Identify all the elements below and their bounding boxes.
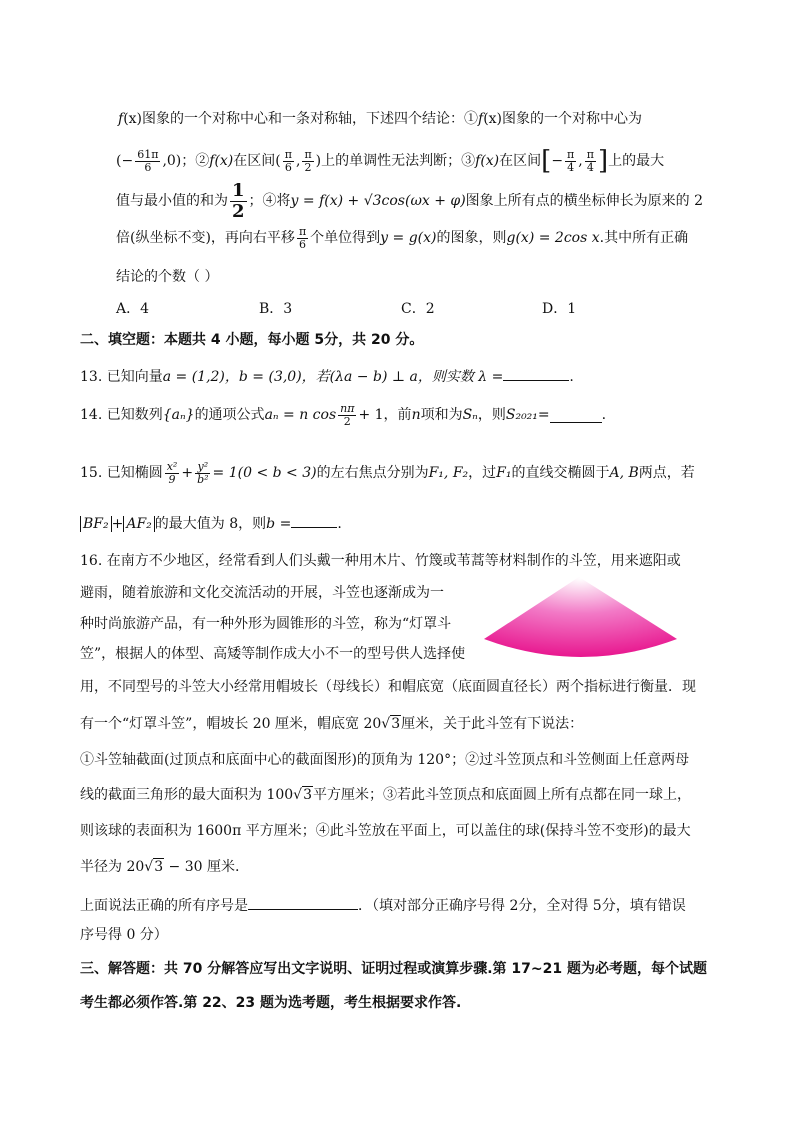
- q12-text: 在区间(: [233, 153, 281, 169]
- q12-line-3: [116, 179, 704, 222]
- q14-text: 的通项公式: [194, 407, 265, 423]
- q16-text: 厘米，关于此斗笠有下说法：: [401, 716, 584, 732]
- fraction-numerator: nπ: [340, 401, 355, 415]
- section-3-text: 考生都必须作答.第 22、23 题为选考题，考生根据要求作答.: [80, 995, 462, 1011]
- fraction-denominator: 4: [567, 160, 575, 174]
- q15-text: ，过: [468, 465, 497, 481]
- q12-text: f(x): [209, 153, 234, 169]
- q16-line-10: [80, 857, 239, 877]
- q16-text: 笠”，根据人的体型、高矮等制作成大小不一的型号供人选择使: [80, 646, 466, 662]
- q14-text: Sₙ: [462, 407, 478, 423]
- q16-line-5: [80, 677, 696, 697]
- fraction-numerator: π: [284, 147, 292, 161]
- q12-equation: g(x) = 2cos x: [506, 230, 600, 246]
- fraction-numerator: 61π: [137, 147, 159, 161]
- fraction-denominator: 6: [299, 237, 307, 251]
- q13-expr: λa − b: [335, 369, 382, 385]
- q12-text: f: [478, 111, 484, 127]
- abs-af2: AF₂: [123, 516, 154, 532]
- sqrt-radicand: 3: [303, 787, 313, 803]
- q15-line-1: [80, 456, 695, 490]
- q12-text: ,: [295, 153, 301, 169]
- q16-line-2: [80, 583, 444, 603]
- q12-text: (−: [116, 153, 134, 169]
- q12-text: .其中所有正确: [599, 230, 689, 246]
- q16-text: 线的截面三角形的最大面积为 100: [80, 787, 294, 803]
- q12-equation: y = f(x) + √3cos(ωx + φ): [290, 193, 466, 209]
- fraction-denominator: 6: [284, 160, 292, 174]
- abs-bf2: BF₂: [80, 516, 112, 532]
- q16-line-1: [80, 551, 681, 571]
- answer-blank-13[interactable]: [503, 366, 569, 381]
- fraction: [565, 149, 576, 174]
- fraction-numerator: π: [304, 147, 312, 161]
- fraction: [585, 149, 596, 174]
- q12-line-2: [116, 148, 664, 174]
- q14: [80, 400, 606, 430]
- section-2-text: 二、填空题：本题共 4 小题，每小题 5分，共 20 分。: [80, 332, 424, 348]
- q12-text: 图象的一个对称中心为: [502, 111, 643, 127]
- q16-line-4: [80, 644, 465, 664]
- q16-text: 有一个“灯罩斗笠”，帽坡长 20 厘米，帽底宽 20: [80, 716, 382, 732]
- q13-text: 13. 已知向量: [80, 369, 163, 385]
- q16-text: 平方厘米；③若此斗笠顶点和底面圆上所有点都在同一球上，: [313, 787, 692, 803]
- q14-text: S₂₀₂₁: [505, 407, 538, 423]
- fraction-one-half: [230, 181, 247, 222]
- left-bracket: [: [541, 146, 552, 176]
- fraction-denominator: 6: [144, 160, 152, 174]
- q12-text: ；④将: [248, 193, 291, 209]
- q14-text: =: [537, 407, 550, 423]
- q14-text: 项和为: [420, 407, 463, 423]
- option-a[interactable]: [116, 299, 149, 319]
- q16-line-8: [80, 785, 691, 805]
- q14-formula: aₙ = n cos: [264, 407, 337, 423]
- q12-line-1: [118, 109, 642, 129]
- q12-text: (x): [123, 111, 143, 127]
- q16-text: 序号得 0 分）: [80, 927, 168, 943]
- option-c[interactable]: [401, 299, 435, 319]
- fraction-denominator: 9: [168, 472, 176, 486]
- q13: [80, 366, 574, 387]
- q16-text: 避雨，随着旅游和文化交流活动的开展，斗笠也逐渐成为一: [80, 585, 444, 601]
- q13-text: ) ⊥ a，则实数 λ =: [381, 369, 504, 385]
- q15-equation: = 1(0 < b < 3): [212, 465, 317, 481]
- q12-line-5: [116, 267, 218, 287]
- option-b-label: B．3: [259, 301, 293, 317]
- sqrt: √3: [293, 787, 313, 803]
- q15-line-2: [80, 513, 342, 534]
- q15-text: 两点，若: [638, 465, 695, 481]
- answer-blank-15[interactable]: [291, 513, 337, 528]
- q16-text: 上面说法正确的所有序号是: [80, 898, 248, 914]
- q16-line-6: [80, 714, 583, 734]
- section-2-heading: [80, 330, 423, 350]
- q12-text: 值与最小值的和为: [116, 193, 228, 209]
- fraction-numerator: 1: [232, 179, 245, 201]
- fraction-denominator: 4: [586, 160, 594, 174]
- answer-blank-16[interactable]: [248, 895, 358, 910]
- q14-text: + 1，前: [358, 407, 412, 423]
- sqrt: √3: [381, 716, 401, 732]
- q12-line-4: [116, 224, 688, 252]
- q13-text: .: [569, 369, 574, 385]
- option-a-label: A．4: [116, 301, 150, 317]
- q15-text: A, B: [609, 465, 639, 481]
- section-3-line-2: [80, 993, 461, 1013]
- fraction-numerator: π: [586, 147, 594, 161]
- q12-text: 的图象，则: [436, 230, 507, 246]
- fraction-numerator: π: [567, 147, 575, 161]
- option-d-label: D．1: [542, 301, 577, 317]
- q16-text: 种时尚旅游产品，有一种外形为圆锥形的斗笠，称为“灯罩斗: [80, 616, 452, 632]
- q12-text: 图象的一个对称中心和一条对称轴，下述四个结论：①: [142, 111, 479, 127]
- q15-text: F₁: [496, 465, 512, 481]
- fraction-numerator: π: [298, 224, 307, 238]
- q14-text: 14. 已知数列: [80, 407, 163, 423]
- q14-text: .: [601, 407, 607, 423]
- q16-text: 半径为 20: [80, 859, 145, 875]
- fraction: [283, 149, 294, 174]
- q12-text: ,: [578, 153, 583, 169]
- conical-hat-figure: [481, 575, 681, 675]
- q14-text: n: [411, 407, 421, 423]
- q12-equation: y = g(x): [380, 230, 437, 246]
- fraction-denominator: 2: [232, 200, 245, 222]
- q16-line-7: [80, 750, 689, 770]
- q15-text: 的最大值为 8，则: [154, 516, 267, 532]
- q16-line-9: [80, 821, 691, 841]
- q16-line-3: [80, 614, 451, 634]
- fraction-denominator: 2: [304, 160, 312, 174]
- q15-text: .: [337, 516, 342, 532]
- q15-text: +: [111, 516, 124, 532]
- q16-text: 16. 在南方不少地区，经常看到人们头戴一种用木片、竹篾或苇蒿等材料制作的斗笠，用来遮阳或: [80, 553, 681, 569]
- q12-text: 上的最大: [608, 153, 665, 169]
- section-3-line-1: [80, 959, 707, 979]
- q12-text: 在区间: [499, 153, 542, 169]
- q13-vector-a: a = (1,2)，: [162, 369, 239, 385]
- q12-text: f(x): [475, 153, 500, 169]
- q15-text: +: [181, 465, 194, 481]
- q16-text: − 30 厘米.: [164, 859, 240, 875]
- q16-text: ①斗笠轴截面(过顶点和底面中心的截面图形)的顶角为 120°；②过斗笠顶点和斗笠侧面上任意两母: [80, 752, 690, 768]
- fraction: [135, 149, 160, 174]
- q12-text: ,0)；②: [162, 153, 210, 169]
- fraction-denominator: b²: [197, 472, 209, 486]
- option-d[interactable]: [542, 299, 576, 319]
- fraction: [165, 461, 180, 486]
- q16-text: 则该球的表面积为 1600π 平方厘米；④此斗笠放在平面上，可以盖住的球(保持斗笠不变形)的最大: [80, 823, 691, 839]
- q12-text: f: [118, 111, 124, 127]
- q12-text: −: [551, 153, 564, 169]
- q12-text: 图象上所有点的横坐标伸长为原来的 2: [465, 193, 704, 209]
- q12-text: (x): [483, 111, 503, 127]
- q14-text: ，则: [477, 407, 506, 423]
- option-b[interactable]: [259, 299, 292, 319]
- answer-blank-14[interactable]: [550, 408, 602, 423]
- q15-text: b =: [266, 516, 292, 532]
- q16-text: ．（填对部分正确序号得 2分，全对得 5分，填有错误: [358, 898, 686, 914]
- sqrt-radicand: 3: [154, 859, 164, 875]
- q13-vector-b: b = (3,0)，若(: [238, 369, 336, 385]
- option-c-label: C．2: [401, 301, 435, 317]
- q12-text: 结论的个数（ ）: [116, 269, 219, 285]
- section-3-text: 三、解答题：共 70 分解答应写出文字说明、证明过程或演算步骤.第 17~21 题为必考题，每个试题: [80, 961, 707, 977]
- fraction-numerator: x²: [166, 459, 178, 473]
- sqrt-radicand: 3: [391, 716, 401, 732]
- fraction-denominator: 2: [343, 414, 351, 428]
- q12-text: )上的单调性无法判断；③: [315, 153, 476, 169]
- q16-line-12: [80, 925, 168, 945]
- q15-text: 的左右焦点分别为: [316, 465, 429, 481]
- q15-text: F₁, F₂: [428, 465, 469, 481]
- q12-text: 个单位得到: [310, 230, 381, 246]
- conical-hat-surface: [484, 577, 677, 657]
- q15-text: 15. 已知椭圆: [80, 465, 163, 481]
- q16-line-11: [80, 895, 686, 916]
- fraction: [302, 149, 313, 174]
- fraction: [338, 403, 356, 428]
- fraction: [297, 226, 308, 251]
- fraction-numerator: y²: [197, 459, 209, 473]
- q16-text: 用，不同型号的斗笠大小经常用帽坡长（母线长）和帽底宽（底面圆直径长）两个指标进行衡量．现: [80, 679, 696, 695]
- q15-text: 的直线交椭圆于: [511, 465, 610, 481]
- sqrt: √3: [144, 859, 164, 875]
- right-bracket: ]: [597, 146, 609, 176]
- fraction: [195, 461, 210, 486]
- q12-text: 倍(纵坐标不变)，再向右平移: [116, 230, 295, 246]
- q14-seq: {aₙ}: [162, 407, 195, 423]
